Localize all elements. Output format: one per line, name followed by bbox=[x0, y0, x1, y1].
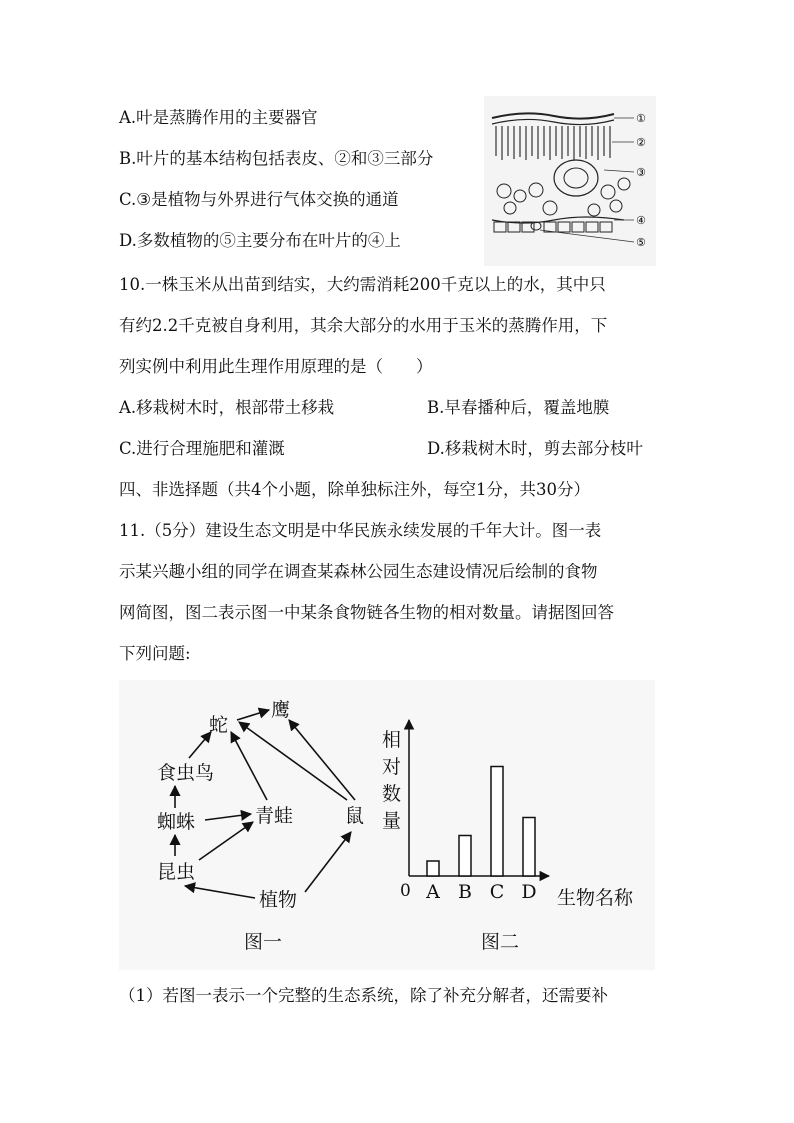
q11-sub1: （1）若图一表示一个完整的生态系统，除了补充分解者，还需要补 bbox=[119, 986, 608, 1005]
node-insect: 昆虫 bbox=[157, 861, 196, 883]
node-mouse: 鼠 bbox=[345, 805, 365, 827]
leaf-label-5: ⑤ bbox=[636, 236, 646, 249]
leaf-label-3: ③ bbox=[636, 166, 646, 179]
leaf-label-4: ④ bbox=[636, 214, 646, 227]
bar-B bbox=[459, 836, 471, 877]
leaf-label-1: ① bbox=[636, 112, 646, 125]
q10-option-b: B.早春播种后，覆盖地膜 bbox=[427, 398, 610, 417]
x-axis-label: 生物名称 bbox=[557, 887, 634, 909]
q10-line-3: 列实例中利用此生理作用原理的是（ ） bbox=[119, 357, 433, 376]
q10-option-d: D.移栽树木时，剪去部分枝叶 bbox=[427, 439, 643, 458]
figure-2-caption: 图二 bbox=[481, 931, 520, 953]
arrow-insect-frog bbox=[199, 822, 253, 860]
y-axis-label-char: 量 bbox=[382, 810, 402, 832]
leaf-cross-section-figure bbox=[484, 96, 656, 266]
node-frog: 青蛙 bbox=[255, 805, 294, 827]
bar-C bbox=[491, 767, 503, 877]
node-snake: 蛇 bbox=[209, 714, 229, 736]
q11-line-1: 11.（5分）建设生态文明是中华民族永续发展的千年大计。图一表 bbox=[119, 521, 602, 540]
arrow-plant-insect bbox=[185, 886, 255, 898]
q10-option-a: A.移栽树木时，根部带土移栽 bbox=[119, 398, 335, 417]
q10-line-2: 有约2.2千克被自身利用，其余大部分的水用于玉米的蒸腾作用，下 bbox=[119, 316, 608, 335]
y-axis-label-char: 对 bbox=[382, 756, 402, 778]
bar-D bbox=[523, 818, 535, 877]
figures-panel bbox=[119, 680, 655, 970]
y-axis-label-char: 相 bbox=[382, 729, 402, 751]
q11-line-4: 下列问题: bbox=[119, 644, 191, 663]
q9-option-b: B.叶片的基本结构包括表皮、②和③三部分 bbox=[119, 149, 434, 168]
q9-option-a: A.叶是蒸腾作用的主要器官 bbox=[119, 108, 318, 127]
arrow-spider-frog bbox=[205, 814, 251, 820]
arrow-mouse-snake bbox=[239, 722, 347, 800]
origin-label: 0 bbox=[400, 881, 411, 901]
tick-label-A: A bbox=[426, 881, 440, 903]
bar-A bbox=[427, 861, 439, 876]
leaf-label-2: ② bbox=[636, 136, 646, 149]
arrow-frog-snake bbox=[231, 732, 267, 800]
tick-label-B: B bbox=[458, 881, 472, 903]
q11-line-3: 网简图，图二表示图一中某条食物链各生物的相对数量。请据图回答 bbox=[119, 603, 614, 622]
node-eagle: 鹰 bbox=[271, 699, 291, 721]
tick-label-C: C bbox=[489, 881, 505, 903]
relative-quantity-chart bbox=[382, 720, 634, 953]
arrow-mouse-eagle bbox=[289, 720, 355, 800]
y-axis-label bbox=[382, 729, 401, 832]
arrow-snake-eagle bbox=[237, 710, 269, 720]
q10-option-c: C.进行合理施肥和灌溉 bbox=[119, 439, 285, 458]
figure-1-caption: 图一 bbox=[244, 931, 283, 953]
arrow-plant-mouse bbox=[305, 832, 351, 892]
node-spider: 蜘蛛 bbox=[157, 811, 196, 833]
arrow-bird-snake bbox=[189, 732, 211, 758]
node-bird: 食虫鸟 bbox=[157, 762, 215, 784]
q11-line-2: 示某兴趣小组的同学在调查某森林公园生态建设情况后绘制的食物 bbox=[119, 562, 598, 581]
q9-option-c: C.③是植物与外界进行气体交换的通道 bbox=[119, 190, 399, 209]
tick-label-D: D bbox=[521, 881, 537, 903]
food-web-diagram bbox=[157, 699, 364, 953]
q9-option-d: D.多数植物的⑤主要分布在叶片的④上 bbox=[119, 231, 401, 250]
node-plant: 植物 bbox=[259, 889, 298, 911]
y-axis-label-char: 数 bbox=[382, 783, 402, 805]
q10-line-1: 10.一株玉米从出苗到结实，大约需消耗200千克以上的水，其中只 bbox=[119, 275, 606, 294]
section-heading: 四、非选择题（共4个小题，除单独标注外，每空1分，共30分） bbox=[119, 480, 590, 499]
